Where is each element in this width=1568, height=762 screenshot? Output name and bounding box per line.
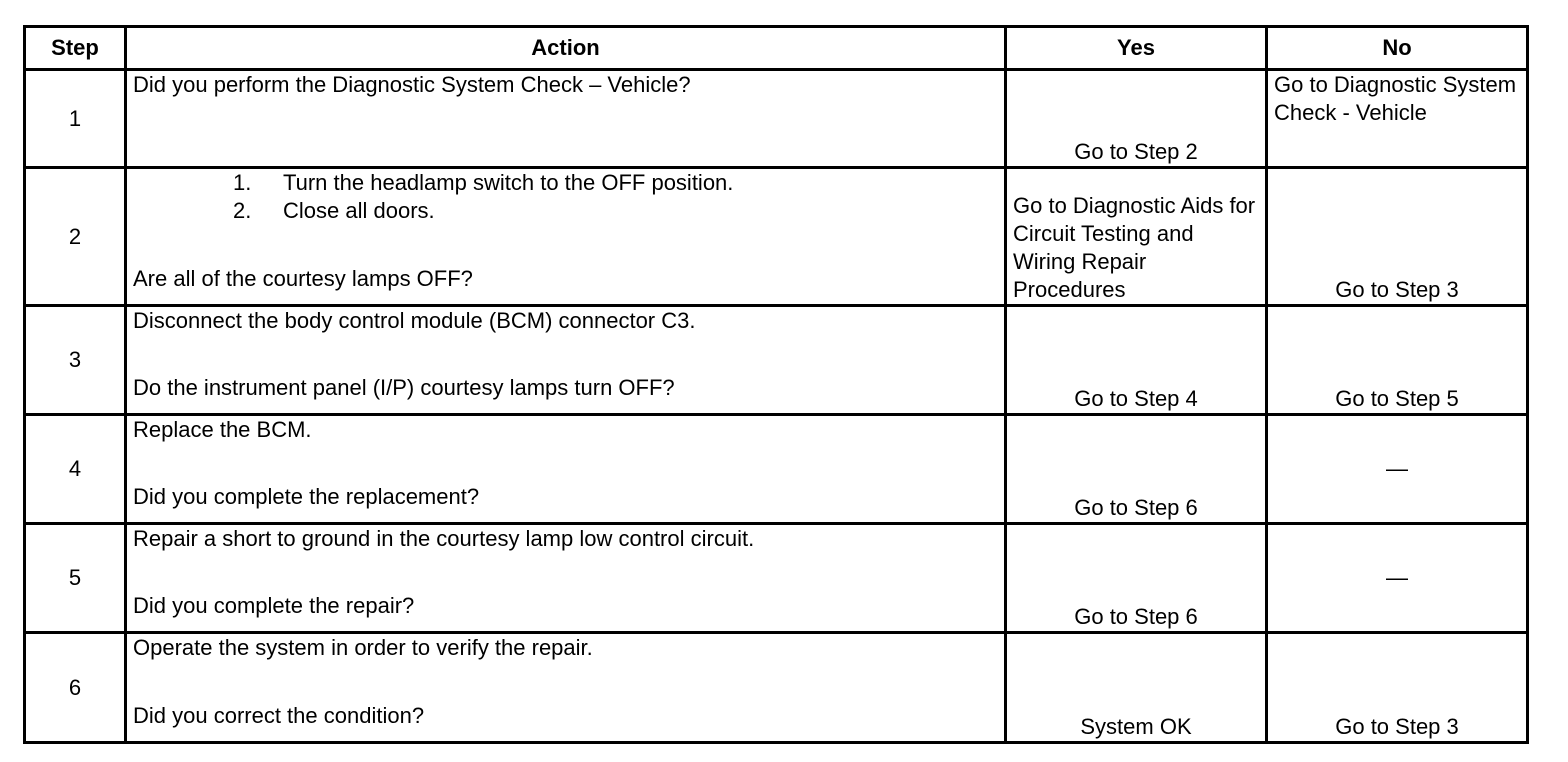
action-question: Did you correct the condition? — [133, 703, 425, 728]
action-question: Are all of the courtesy lamps OFF? — [133, 266, 473, 291]
yes-cell: Go to Diagnostic Aids for Circuit Testing and Wiring Repair Procedures — [1006, 168, 1267, 306]
action-question: Did you complete the replacement? — [133, 484, 480, 509]
action-question: Did you perform the Diagnostic System Check – Vehicle? — [133, 72, 691, 97]
action-cell — [126, 168, 1006, 306]
action-steps-list — [133, 169, 998, 225]
action-cell — [126, 415, 1006, 524]
action-question: Do the instrument panel (I/P) courtesy lamps turn OFF? — [133, 375, 675, 400]
action-instruction: Replace the BCM. — [133, 417, 312, 442]
action-cell — [126, 70, 1006, 168]
no-cell: Go to Diagnostic System Check - Vehicle — [1267, 70, 1528, 168]
no-cell: Go to Step 3 — [1267, 633, 1528, 743]
step-number: 4 — [25, 415, 126, 524]
table-row — [25, 524, 1528, 633]
header-action: Action — [126, 27, 1006, 70]
action-instruction: Repair a short to ground in the courtesy lamp low control circuit. — [133, 526, 755, 551]
yes-cell: Go to Step 2 — [1006, 70, 1267, 168]
header-yes: Yes — [1006, 27, 1267, 70]
no-cell: — — [1267, 415, 1528, 524]
diagnostic-table — [23, 25, 1529, 744]
list-item-text: Close all doors. — [283, 198, 435, 223]
step-number: 1 — [25, 70, 126, 168]
header-no: No — [1267, 27, 1528, 70]
action-cell — [126, 524, 1006, 633]
action-question: Did you complete the repair? — [133, 593, 415, 618]
no-cell: — — [1267, 524, 1528, 633]
list-item-number: 1. — [233, 170, 252, 195]
table-row — [25, 306, 1528, 415]
yes-cell: Go to Step 4 — [1006, 306, 1267, 415]
list-item — [233, 197, 998, 225]
step-number: 3 — [25, 306, 126, 415]
yes-cell: Go to Step 6 — [1006, 524, 1267, 633]
table-row — [25, 70, 1528, 168]
yes-cell: Go to Step 6 — [1006, 415, 1267, 524]
yes-cell: System OK — [1006, 633, 1267, 743]
action-cell — [126, 306, 1006, 415]
step-number: 5 — [25, 524, 126, 633]
no-cell: Go to Step 3 — [1267, 168, 1528, 306]
action-instruction: Operate the system in order to verify the repair. — [133, 635, 593, 660]
list-item-number: 2. — [233, 198, 252, 223]
list-item-text: Turn the headlamp switch to the OFF position. — [283, 170, 734, 195]
action-cell — [126, 633, 1006, 743]
no-cell: Go to Step 5 — [1267, 306, 1528, 415]
table-row — [25, 415, 1528, 524]
step-number: 6 — [25, 633, 126, 743]
table-row — [25, 168, 1528, 306]
action-instruction: Disconnect the body control module (BCM) connector C3. — [133, 308, 696, 333]
table-header-row — [25, 27, 1528, 70]
list-item — [233, 169, 998, 197]
header-step: Step — [25, 27, 126, 70]
table-row — [25, 633, 1528, 743]
step-number: 2 — [25, 168, 126, 306]
